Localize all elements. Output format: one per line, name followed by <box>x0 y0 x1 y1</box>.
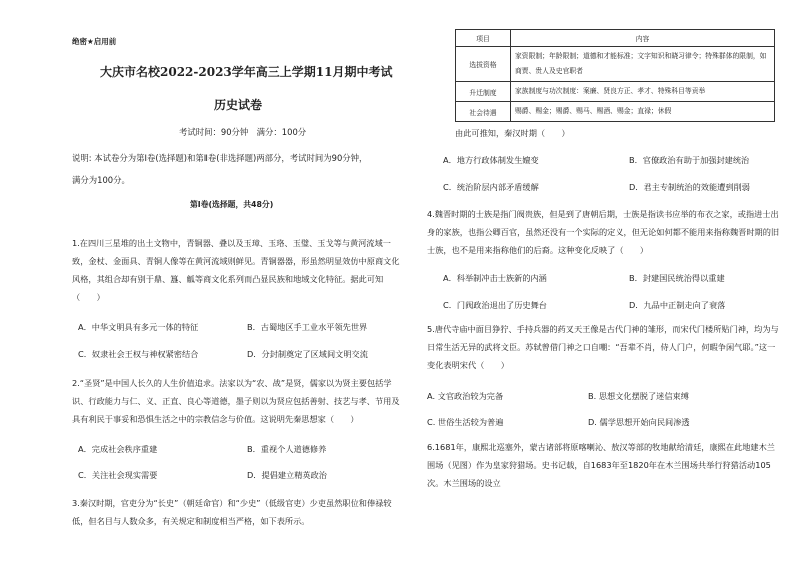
question-5-option-a[interactable]: A. 文官政治较为完备 <box>427 391 504 401</box>
question-3-option-b[interactable]: B．官僚政治有助于加强封建统治 <box>629 155 750 165</box>
table-header-item: 项目 <box>456 30 511 47</box>
question-4-option-d[interactable]: D．九品中正制走向了衰落 <box>629 300 726 310</box>
table-row-label: 选拔资格 <box>456 47 511 82</box>
question-4-text: 4.魏晋时期的士族是指门阀贵族，但是到了唐朝后期，士族是指读书应举的布衣之家，或指进士出身的家族，也指公卿百官，虽然还没有一个实际的定义，但无论如何都不能用来指称魏晋时期的旧士族，也不是用来指称他们的后裔。这种变化反映了（ ） <box>427 209 780 255</box>
table-row-content: 家族制度与功次制度：案廉、贤良方正、孝才、特殊科目等贡举 <box>511 82 775 102</box>
question-3-option-a[interactable]: A．地方行政体制发生嬗变 <box>443 155 539 165</box>
question-2-option-a[interactable]: A．完成社会秩序重建 <box>78 444 158 454</box>
question-1-option-c[interactable]: C．奴隶社会王权与神权紧密结合 <box>78 349 199 359</box>
question-3-prompt: 由此可推知，秦汉时期（ ） <box>455 128 570 138</box>
table-row <box>456 47 775 82</box>
question-5-option-b[interactable]: B. 思想文化摆脱了迷信束缚 <box>588 391 689 401</box>
question-3-text: 3.秦汉时期，官吏分为“长史”（朝廷命官）和“少史”（低级官吏）少吏虽然职位和俸禄较低，但名目与人数众多，有关规定和制度相当严格，如下表所示。 <box>72 498 392 526</box>
question-3-option-c[interactable]: C．统治阶层内部矛盾缓解 <box>443 182 539 192</box>
question-4-option-a[interactable]: A．科举制冲击士族新的内涵 <box>443 273 547 283</box>
question-3-option-d[interactable]: D．君主专制统治的效能遭到削弱 <box>629 182 750 192</box>
question-5-option-c[interactable]: C. 世俗生活较为普遍 <box>427 417 504 427</box>
question-2-option-c[interactable]: C．关注社会现实需要 <box>78 470 158 480</box>
question-1-text: 1.在四川三星堆的出土文物中，青铜器、叠以及玉璋、玉珞、玉璧、玉戈等与黄河流域一致，金杖、金面具、青铜人像等在黄河流域则鲜见。青铜器器，形虽然明显效仿中原商文化风格，其组合却有别于鼎、簋、觚等商文化系列而凸显民族和地域文化特征。据此可知（ ） <box>72 238 400 302</box>
confidential-mark: 绝密★启用前 <box>72 37 117 46</box>
question-2-text: 2.“圣贤”是中国人长久的人生价值追求。法家以为“农、战”是贤，儒家以为贤主要包括学识、行政能力与仁、义、正直、良心等道德，墨子则以为贤应包括善射、技艺与孝、节用及具有利民于事妥和恐惧生活之中的宗教信念与价值。这说明先秦思想家（ ） <box>72 378 400 424</box>
question-5-option-d[interactable]: D. 儒学思想开始向民间渗透 <box>588 417 690 427</box>
question-2-option-d[interactable]: D．提倡建立精英政治 <box>247 470 327 480</box>
question-2-option-b[interactable]: B．重视个人道德修养 <box>247 444 327 454</box>
section-heading: 第Ⅰ卷(选择题，共48分) <box>190 200 274 209</box>
question-1-option-a[interactable]: A．中华文明具有多元一体的特征 <box>78 322 199 332</box>
table-row-content: 家资限制；年龄限制；道德和才能标准；文字知识和晓习律令；特殊群体的限制，如商贾、贵人及史官职者 <box>511 47 775 82</box>
question-4-option-b[interactable]: B．封建国民统治得以重建 <box>629 273 725 283</box>
question-4-option-c[interactable]: C．门阀政治退出了历史舞台 <box>443 300 547 310</box>
question-5-text: 5.唐代寺庙中面目狰狞、手持兵器的药叉天王像是古代门神的雏形，而宋代门楼所贴门神，均为与日常生活无异的武将文臣。苏轼曾借门神之口自嘲：“吾辈不肖，侍人门户，何暇争闲气耶。”这一变化表明宋代（ ） <box>427 324 779 370</box>
official-system-table <box>455 29 775 122</box>
table-header-content: 内容 <box>511 30 775 47</box>
question-1-option-b[interactable]: B．古蜀地区手工业水平领先世界 <box>247 322 368 332</box>
instructions-line-2: 满分为100分。 <box>72 175 130 185</box>
exam-subtitle: 历史试卷 <box>214 98 263 112</box>
instructions-line-1: 说明: 本试卷分为第Ⅰ卷(选择题)和第Ⅱ卷(非选择题)两部分，考试时间为90分钟， <box>72 153 368 163</box>
table-row-label: 社会待遇 <box>456 102 511 122</box>
table-row <box>456 102 775 122</box>
exam-title: 大庆市名校2022-2023学年高三上学期11月期中考试 <box>100 65 393 79</box>
question-6-text: 6.1681年，康熙北巡塞外，蒙古诸部将原喀喇沁、敖汉等部的牧地献给清廷，康熙在此地建木兰围场（见图）作为皇家狩猎场。史书记载，自1683年至1820年在木兰围场共举行狩猎活动105次。木兰围场的设立 <box>427 442 775 488</box>
table-row-label: 升迁制度 <box>456 82 511 102</box>
exam-info: 考试时间：90分钟 满分：100分 <box>179 127 307 137</box>
table-header-row <box>456 30 775 47</box>
table-row <box>456 82 775 102</box>
table-row-content: 赐爵、赐金；赐爵、赐马、赐酒、赐金；直禄；休假 <box>511 102 775 122</box>
question-1-option-d[interactable]: D．分封制奠定了区域间文明交流 <box>247 349 368 359</box>
